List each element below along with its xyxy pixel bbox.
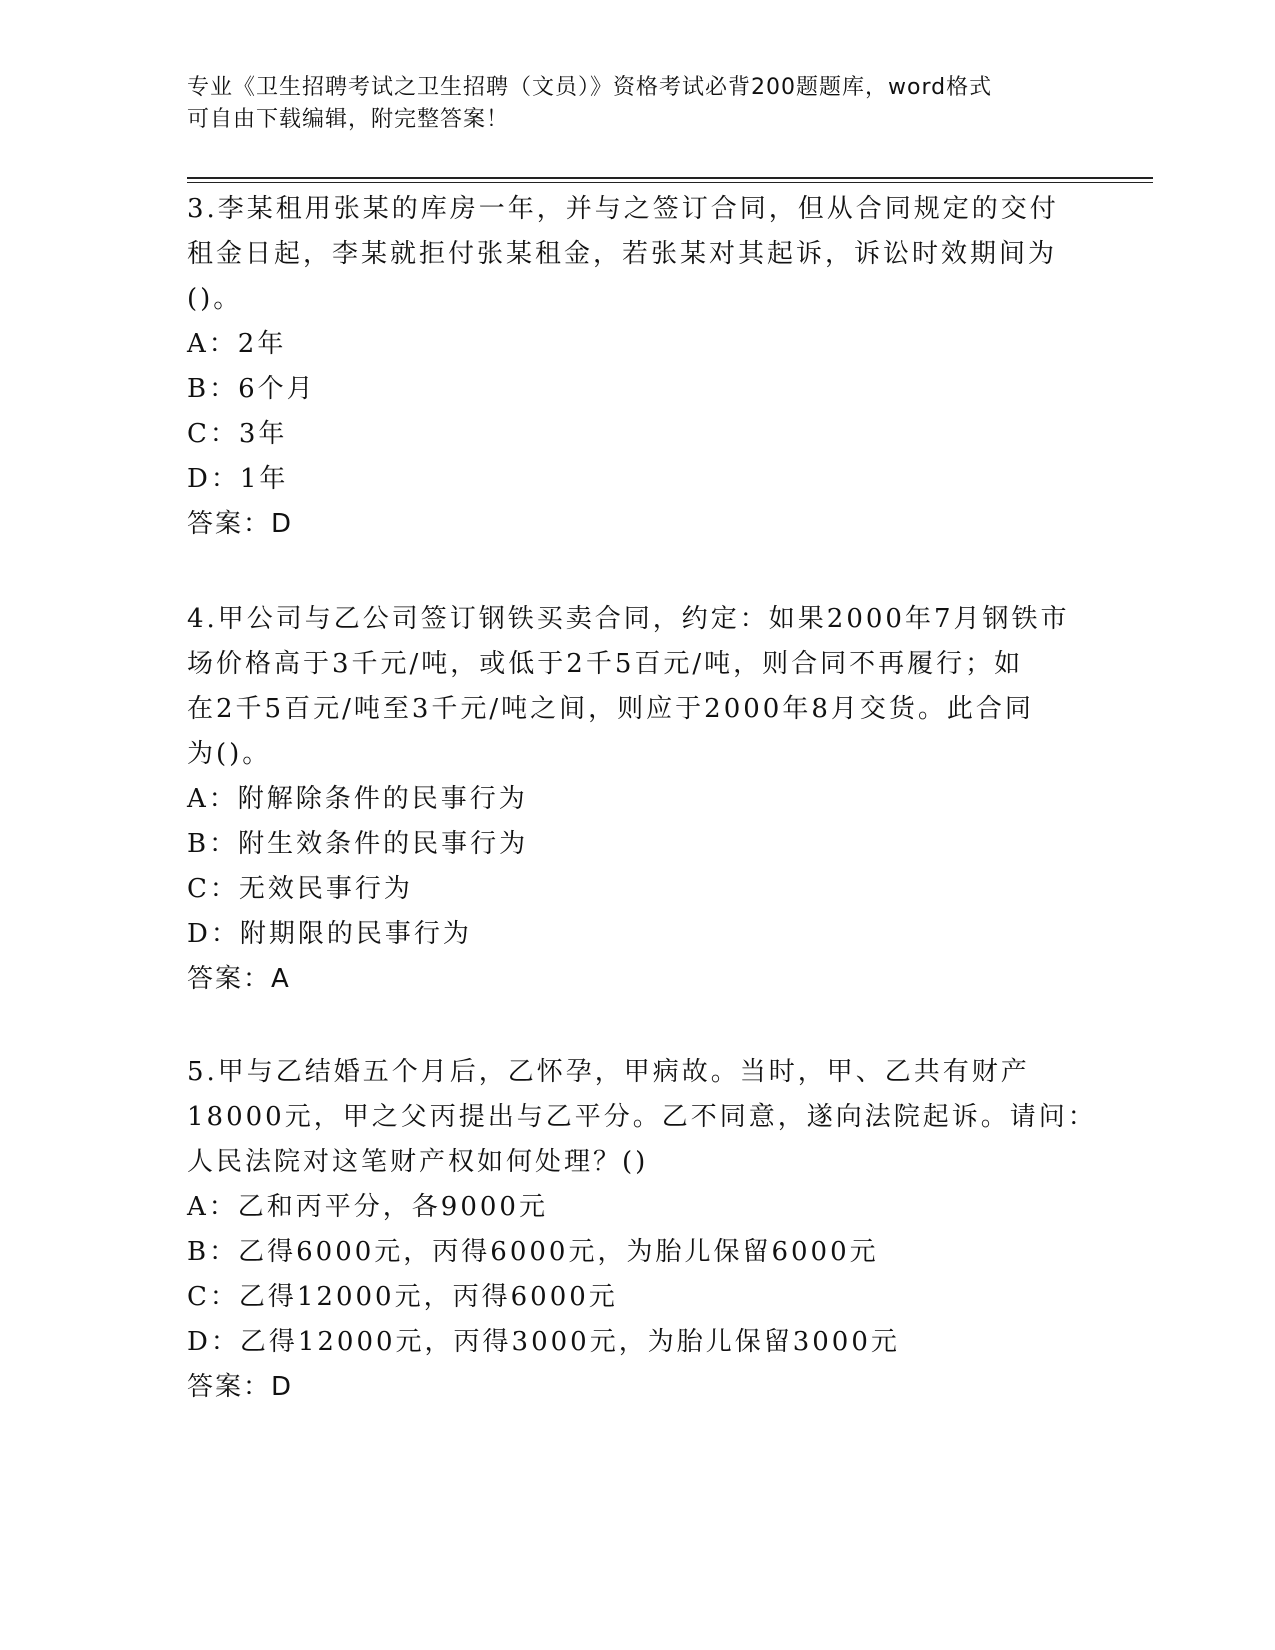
stem-line: 4.甲公司与乙公司签订钢铁买卖合同，约定：如果2000年7月钢铁市 bbox=[187, 604, 1070, 634]
option-c: C：3年 bbox=[187, 419, 288, 449]
question-stem bbox=[187, 187, 1067, 322]
question-4 bbox=[187, 597, 1070, 1002]
option-b: B：6个月 bbox=[187, 374, 316, 404]
option-a: A：乙和丙平分，各9000元 bbox=[187, 1192, 548, 1222]
question-stem bbox=[187, 597, 1070, 777]
question-5 bbox=[187, 1050, 1097, 1410]
answer-line: 答案：D bbox=[187, 509, 294, 539]
option-a: A：2年 bbox=[187, 329, 287, 359]
document-header bbox=[187, 72, 1067, 136]
stem-line: 场价格高于3千元/吨，或低于2千5百元/吨，则合同不再履行；如 bbox=[187, 649, 1024, 679]
header-divider-thin bbox=[187, 182, 1153, 183]
option-c: C：无效民事行为 bbox=[187, 874, 413, 904]
header-title-line-1: 专业《卫生招聘考试之卫生招聘（文员）》资格考试必背200题题库，word格式 bbox=[187, 75, 993, 100]
answer-line: 答案：A bbox=[187, 964, 291, 994]
option-d: D：1年 bbox=[187, 464, 289, 494]
stem-line: 为()。 bbox=[187, 739, 272, 769]
stem-line: 3.李某租用张某的库房一年，并与之签订合同，但从合同规定的交付 bbox=[187, 194, 1059, 224]
stem-line: 在2千5百元/吨至3千元/吨之间，则应于2000年8月交货。此合同 bbox=[187, 694, 1034, 724]
option-d: D：乙得12000元，丙得3000元，为胎儿保留3000元 bbox=[187, 1327, 900, 1357]
option-a: A：附解除条件的民事行为 bbox=[187, 784, 528, 814]
header-title-line-2: 可自由下载编辑，附完整答案！ bbox=[187, 107, 510, 132]
option-c: C：乙得12000元，丙得6000元 bbox=[187, 1282, 618, 1312]
question-stem bbox=[187, 1050, 1097, 1185]
header-divider bbox=[187, 177, 1153, 179]
stem-line: 租金日起，李某就拒付张某租金，若张某对其起诉，诉讼时效期间为 bbox=[187, 239, 1058, 269]
stem-line: 18000元，甲之父丙提出与乙平分。乙不同意，遂向法院起诉。请问： bbox=[187, 1102, 1097, 1132]
stem-line: 人民法院对这笔财产权如何处理？() bbox=[187, 1147, 649, 1177]
answer-line: 答案：D bbox=[187, 1372, 294, 1402]
question-3 bbox=[187, 187, 1067, 547]
option-b: B：乙得6000元，丙得6000元，为胎儿保留6000元 bbox=[187, 1237, 879, 1267]
stem-line: 5.甲与乙结婚五个月后，乙怀孕，甲病故。当时，甲、乙共有财产 bbox=[187, 1057, 1030, 1087]
stem-line: ()。 bbox=[187, 284, 243, 314]
option-d: D：附期限的民事行为 bbox=[187, 919, 472, 949]
option-b: B：附生效条件的民事行为 bbox=[187, 829, 529, 859]
